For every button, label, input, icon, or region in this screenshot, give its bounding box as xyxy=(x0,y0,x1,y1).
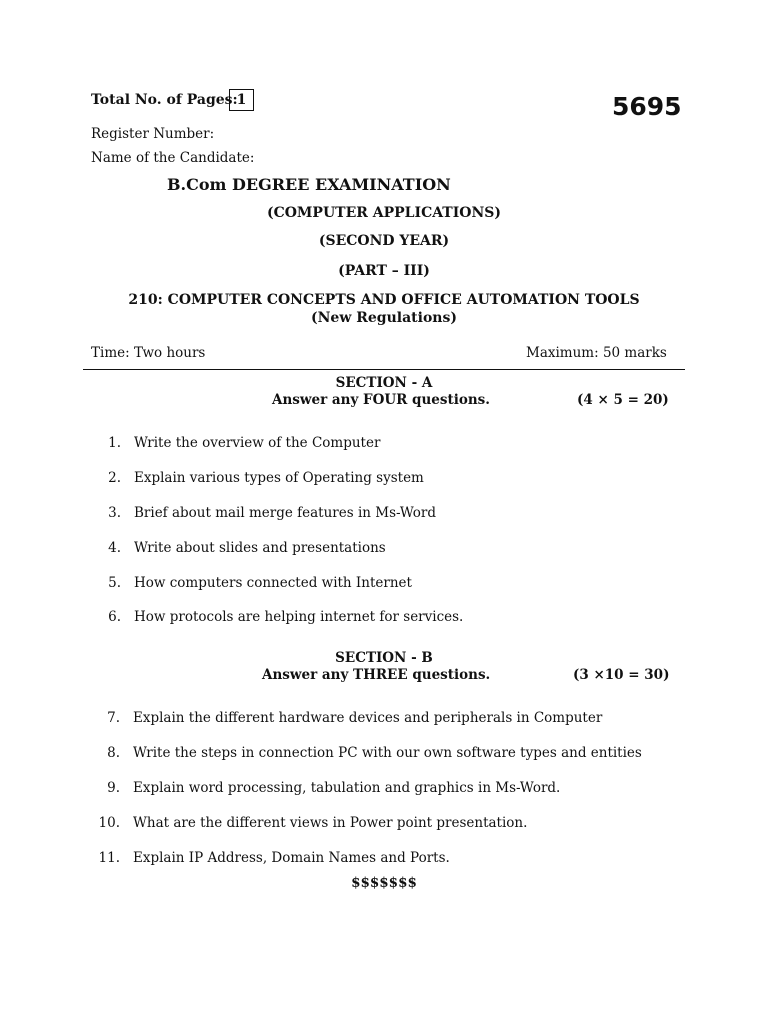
question-number: 6. xyxy=(108,609,121,625)
question-text: What are the different views in Power point presentation. xyxy=(133,815,528,831)
question-text: How computers connected with Internet xyxy=(134,575,412,591)
section-a-instruction: Answer any FOUR questions. xyxy=(272,392,490,408)
section-a-title: SECTION - A xyxy=(335,375,433,391)
exam-max-marks: Maximum: 50 marks xyxy=(526,345,667,361)
question-text: Explain various types of Operating system xyxy=(134,470,424,486)
question-number: 2. xyxy=(108,470,121,486)
header-divider xyxy=(83,369,685,370)
question-text: Write about slides and presentations xyxy=(134,540,386,556)
total-pages-label: Total No. of Pages: xyxy=(91,92,238,108)
paper-code: 5695 xyxy=(612,92,682,121)
exam-title: B.Com DEGREE EXAMINATION xyxy=(167,175,451,194)
question-number: 3. xyxy=(108,505,121,521)
exam-subject: 210: COMPUTER CONCEPTS AND OFFICE AUTOMATION TOOLS xyxy=(128,292,640,308)
question-text: Explain IP Address, Domain Names and Ports. xyxy=(133,850,450,866)
section-b-instruction: Answer any THREE questions. xyxy=(262,667,491,683)
question-text: Brief about mail merge features in Ms-Word xyxy=(134,505,437,521)
question-number: 10. xyxy=(98,815,120,831)
question-text: Write the steps in connection PC with our own software types and entities xyxy=(133,745,642,761)
question-number: 4. xyxy=(108,540,121,556)
exam-part: (PART – III) xyxy=(338,263,430,279)
question-text: Explain the different hardware devices and peripherals in Computer xyxy=(133,710,603,726)
question-text: Explain word processing, tabulation and graphics in Ms-Word. xyxy=(133,780,561,796)
question-number: 1. xyxy=(108,435,121,451)
question-number: 7. xyxy=(107,710,120,726)
section-b-title: SECTION - B xyxy=(335,650,433,666)
question-text: Write the overview of the Computer xyxy=(134,435,381,451)
question-number: 5. xyxy=(108,575,121,591)
question-text: How protocols are helping internet for services. xyxy=(134,609,464,625)
exam-time: Time: Two hours xyxy=(91,345,206,361)
exam-stream: (COMPUTER APPLICATIONS) xyxy=(266,205,502,221)
register-number-label: Register Number: xyxy=(91,126,215,142)
question-number: 8. xyxy=(107,745,120,761)
end-mark: $$$$$$$ xyxy=(351,875,417,891)
exam-regulations: (New Regulations) xyxy=(311,310,457,326)
exam-year: (SECOND YEAR) xyxy=(318,233,450,249)
section-b-marks: (3 ×10 = 30) xyxy=(573,667,670,683)
question-number: 11. xyxy=(98,850,120,866)
total-pages-value: 1 xyxy=(229,89,254,111)
candidate-name-label: Name of the Candidate: xyxy=(91,150,255,166)
section-a-marks: (4 × 5 = 20) xyxy=(577,392,669,408)
question-number: 9. xyxy=(107,780,120,796)
